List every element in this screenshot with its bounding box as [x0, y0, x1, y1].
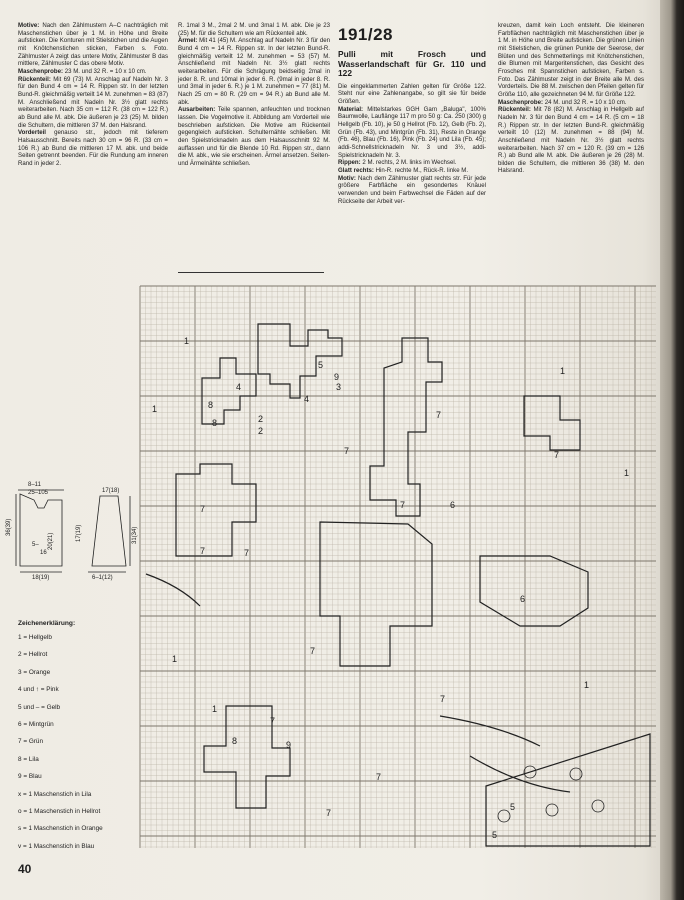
- garment-schematic: [6, 480, 140, 581]
- sleeve-paragraph: Ärmel: Mit 41 (45) M. Anschlag auf Nadeln Nr. 3 für den Bund 4 cm = 14 R. Rippen str. In der letzten Bund-R. gleichmäßig verteilt 12 M. zunehmen = 53 (57) M. Anschließend mit Nadeln Nr. 3½ glatt rechts weiterarbeiten. Für die Schrägung beidseitig 2mal in jeder 8. R. und 10mal in jeder 6. R. (9mal in jeder 8. R. und 3mal in jeder 6. R.) je 1 M. zunehmen = 77 (81) M. Nach 25 cm = 80 R. (29 cm = 94 R.) ab Bund alle M. abk.: [178, 37, 330, 106]
- chart-color-number: 7: [440, 694, 446, 704]
- stockinette-paragraph: Glatt rechts: Hin-R. rechte M., Rück-R. linke M.: [338, 167, 469, 174]
- back-paragraph: Rückenteil: Mit 69 (73) M. Anschlag auf Nadeln Nr. 3 für den Bund 4 cm = 14 R. Rippen str. In der letzten Bund-R. gleichmäßig verteilt 14 M. zunehmen = 83 (87) M. Anschließend mit Nadeln Nr. 3½ glatt rechts weiterarbeiten. Nach 35 cm = 112 R. (38 cm = 122 R.) ab Bund alle M. abk. Die äußeren je 23 (25) M. bilden die Schultern, die mittleren 37 M. den Halsrand.: [18, 75, 168, 129]
- text-column-middle: [178, 22, 330, 167]
- dim-label: 18(19): [32, 575, 50, 581]
- chart-color-number: 1: [152, 404, 158, 414]
- chart-color-number: 7: [200, 546, 206, 556]
- butterfly-shape: [524, 396, 580, 450]
- chart-color-number: 1: [172, 654, 178, 664]
- dim-label: 25–105: [28, 490, 49, 496]
- legend-item: 3 = Orange: [18, 668, 51, 676]
- chart-color-number: 5: [492, 830, 498, 840]
- stitch-paragraph: kreuzen, damit kein Loch entsteht. Die kleineren Farbflächen nachträglich mit Maschenstichen über je 1 M. in Höhe und Breite aufsticken. Die grünen Linien mit Stielstichen, die grünen Punkte der Seerose, der Blüten und des Schmetterlings mit Knötchenstichen, die Blumen mit Margeritenstichen, das Gesicht des Frosches mit Spannstichen aufsticken, Farben s. Foto. Das Zählmuster zeigt in der Breite alle M. des Vorderteils. Die 88 M. zwischen den Pfeilen gelten für Größe 110, alle gezeichneten 94 M. für Größe 122.: [498, 22, 644, 98]
- dim-label: 6–1(12): [92, 575, 113, 581]
- dim-label: 36(39): [6, 518, 12, 536]
- chart-grid: [140, 286, 656, 848]
- bird-shape: [258, 324, 342, 398]
- pattern-title: Pulli mit Frosch und Wasserlandschaft für Gr. 110 und 122: [338, 49, 486, 79]
- schematic-drawing: [6, 480, 140, 581]
- dim-label: 8–11: [28, 482, 41, 488]
- dim-label: 16: [40, 550, 47, 556]
- pattern-number: 191/28: [338, 25, 393, 44]
- chart-color-number: 5: [318, 360, 324, 370]
- chart-color-number: 8: [208, 400, 214, 410]
- dim-label: 5–: [32, 542, 39, 548]
- text-column-left: [18, 22, 168, 167]
- dim-label: 31(34): [132, 526, 138, 544]
- chart-color-number: 1: [584, 680, 590, 690]
- chart-color-number: 7: [244, 548, 250, 558]
- chart-color-number: 3: [336, 382, 342, 392]
- daisy: [592, 800, 604, 812]
- legend-item: 1 = Hellgelb: [18, 634, 52, 641]
- legend-item: 9 = Blau: [18, 773, 42, 781]
- chart-color-number: 7: [436, 410, 442, 420]
- leaf-shape: [176, 464, 256, 556]
- chart-color-number: 8: [232, 736, 238, 746]
- material-paragraph: Material: Mittelstarkes GGH Garn „Baluga", 100% Baumwolle, Lauflänge 117 m pro 50 g: Ca. 250 (300) g Hellgelb (Fb. 10), je 50 g Hellrot (Fb. 12), Gelb (Fb. 2), Grün (Fb. 43), und Mintgrün (Fb. 31), Reste in Orange (Fb. 46), Blau (Fb. 16), Pink (Fb. 24) und Lila (Fb. 45); addi-Schnellstricknadeln Nr. 3 und 3½, addi-Spielstricknadeln Nr. 3.: [338, 105, 486, 159]
- chart-color-number: 9: [286, 740, 292, 750]
- chart-color-number: 4: [304, 394, 310, 404]
- tree-trunk-shape: [370, 338, 442, 516]
- grid-lines: [140, 286, 656, 848]
- legend-item: 8 = Lila: [18, 755, 39, 763]
- chart-color-number: 6: [450, 500, 456, 510]
- daisy: [546, 804, 558, 816]
- legend-item: s = 1 Maschenstich in Orange: [18, 825, 103, 833]
- chart-color-number: 7: [554, 450, 560, 460]
- motif-paragraph: Motiv: Nach dem Zählmuster glatt rechts str. Für jede größere Farbfläche ein gesondertes Knäuel verwenden und beim Farbwechsel die Fäden auf der Rückseite der Arbeit ver-: [338, 174, 486, 205]
- chart-color-number: 7: [376, 772, 382, 782]
- chart-color-number: 1: [212, 704, 218, 714]
- dim-label: 17(18): [102, 488, 120, 494]
- gauge-paragraph: Maschenprobe: 23 M. und 32 R. = 10 x 10 cm.: [18, 67, 147, 75]
- legend-item: 2 = Hellrot: [18, 651, 48, 659]
- legend-title: Zeichenerklärung:: [18, 620, 76, 627]
- sleeve-outline: [92, 496, 126, 566]
- chart-color-number: 7: [200, 504, 206, 514]
- reed-shape: [486, 734, 650, 846]
- plant-shape: [202, 358, 256, 424]
- chart-color-number: 6: [520, 594, 526, 604]
- back-paragraph-2: Rückenteil: Mit 78 (82) M. Anschlag in Hellgelb auf Nadeln Nr. 3 für den Bund 4 cm = 14 R. (5 cm = 18 R.) Rippen str. In der letzten Bund-R. gleichmäßig verteilt 10 (12) M. zunehmen = 88 (94) M. Anschließend mit Nadeln Nr. 3½ glatt rechts weiterarbeiten. Nach 37 cm = 120 R. (39 cm = 126 R.) ab Bund alle M. abk. Die äußeren je 26 (28) M. bilden die Schultern, die mittleren 36 (38) M. den Halsrand.: [498, 106, 644, 175]
- chart-color-number: 7: [326, 808, 332, 818]
- legend-item: 5 und – = Gelb: [18, 703, 61, 711]
- legend-item: 4 und ↑ = Pink: [18, 686, 59, 694]
- knitting-chart: [140, 286, 656, 848]
- motive-paragraph: Motive: Nach den Zählmustern A–C nachträglich mit Maschenstichen über je 1 M. in Höhe und Breite aufsticken. Die Konturen mit Stielstichen und die Augen mit Knötchenstichen sticken, Farben s. Foto. Zählmuster A zeigt das untere Motiv, Zählmuster B das mittlere, Zählmuster C das obere Motiv.: [18, 22, 168, 68]
- chart-color-number: 7: [400, 500, 406, 510]
- chart-color-number: 9: [334, 372, 340, 382]
- gauge-paragraph-2: Maschenprobe: 24 M. und 32 R. = 10 x 10 cm.: [498, 98, 627, 106]
- legend-item: 6 = Mintgrün: [18, 720, 54, 728]
- chart-color-number: 7: [270, 716, 276, 726]
- intro-paragraph: Die eingeklammerten Zahlen gelten für Größe 122. Steht nur eine Zahlenangabe, so gilt sie für beide Größen.: [338, 82, 486, 106]
- chart-color-number: 8: [212, 418, 218, 428]
- legend-item: v = 1 Maschenstich in Blau: [18, 842, 95, 850]
- continuation-paragraph: R. 1mal 3 M., 2mal 2 M. und 3mal 1 M. abk. Die je 23 (25) M. für die Schultern wie am Rückenteil abk.: [178, 22, 330, 37]
- chart-color-number: 2: [258, 414, 264, 424]
- legend-item: x = 1 Maschenstich in Lila: [18, 790, 92, 798]
- chart-color-number: 5: [510, 802, 516, 812]
- legend-item: o = 1 Maschenstich in Hellrot: [18, 807, 101, 815]
- page-number: 40: [18, 862, 32, 876]
- rib-paragraph: Rippen: 2 M. rechts, 2 M. links im Wechsel.: [338, 159, 457, 167]
- finishing-paragraph: Ausarbeiten: Teile spannen, anfeuchten und trocknen lassen. Die Vogelmotive it. Abbildung am Vorderteil wie beschrieben aufsticken. Die Motive am Rückenteil gegengleich aufsticken. Schulternähte schließen. Mit den Spielstricknadeln aus dem Halsausschnitt 92 M. auffassen und für die Blende 10 Rd. Rippen str., dann die M. abk., wie sie erscheinen. Ärmel ansetzen. Seiten- und Ärmelnähte schließen.: [178, 106, 330, 167]
- text-column-right: [498, 22, 644, 175]
- chart-color-number: 1: [184, 336, 190, 346]
- legend-item: 7 = Grün: [18, 738, 44, 746]
- binding-gutter: [660, 0, 684, 900]
- dim-label: 20(21): [48, 532, 54, 550]
- chart-color-number: 1: [624, 468, 630, 478]
- front-paragraph: Vorderteil genauso str., jedoch mit tieferem Halsausschnitt. Bereits nach 30 cm = 96 R. (33 cm = 106 R.) ab Bund die mittleren 17 M. abk. und beide Seiten getrennt beenden. Für die Rundung am inneren Rand in jeder 2.: [18, 129, 168, 167]
- text-column-article: [338, 26, 486, 205]
- chart-color-number: 4: [236, 382, 242, 392]
- column-divider: [178, 272, 324, 273]
- chart-color-number: 2: [258, 426, 264, 436]
- dim-label: 17(19): [76, 524, 82, 542]
- chart-color-number: 7: [344, 446, 350, 456]
- chart-color-number: 1: [560, 366, 566, 376]
- chart-color-number: 7: [310, 646, 316, 656]
- daisy: [498, 810, 510, 822]
